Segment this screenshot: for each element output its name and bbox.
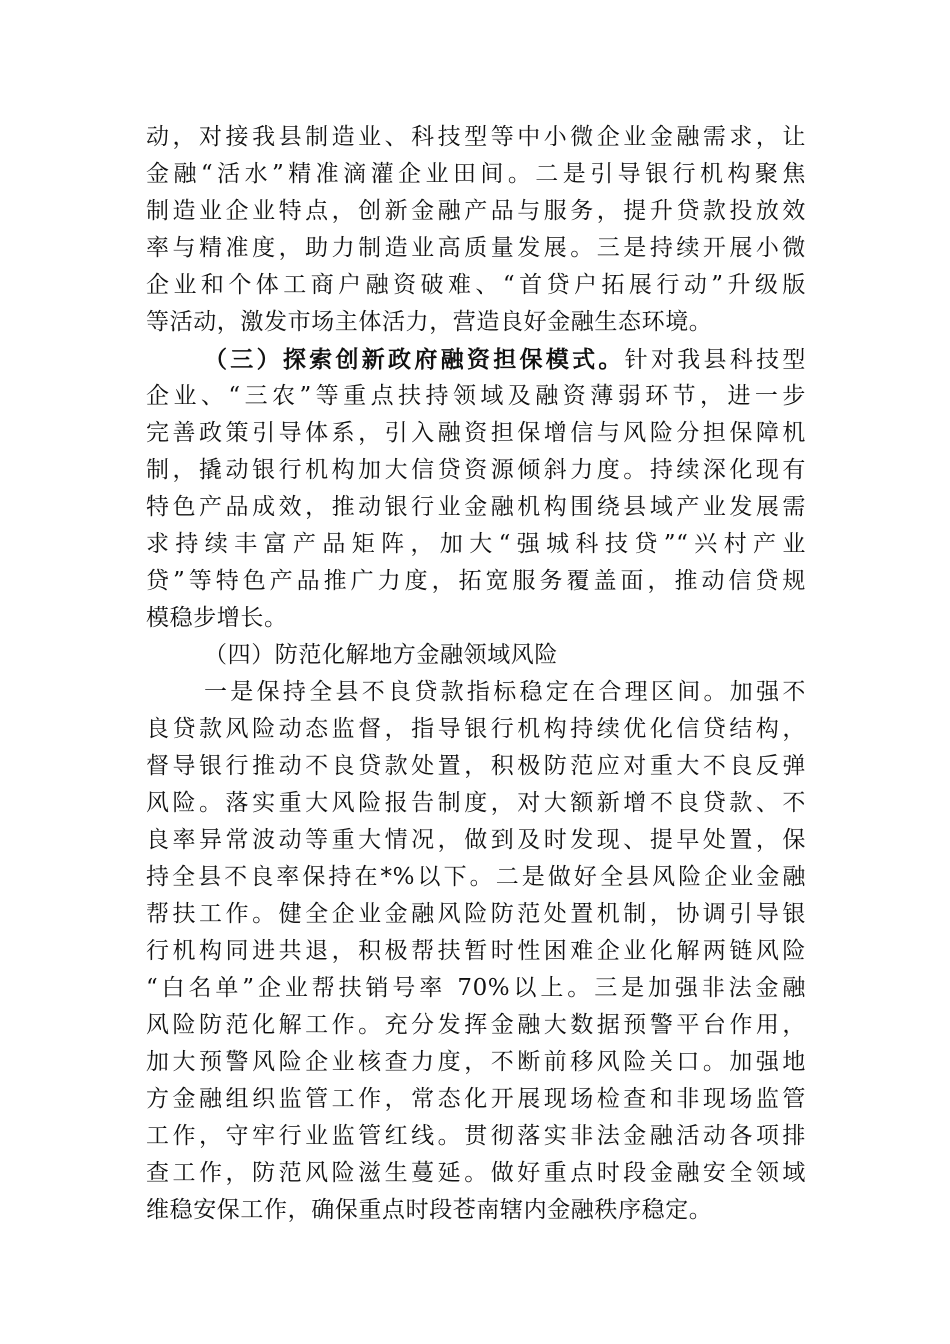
text-line <box>146 341 806 378</box>
text-line: 加大预警风险企业核查力度，不断前移风险关口。加强地 <box>146 1049 806 1075</box>
text-line: 良贷款风险动态监督，指导银行机构持续优化信贷结构， <box>146 716 806 742</box>
document-page <box>146 119 806 1229</box>
text-line: 风险防范化解工作。充分发挥金融大数据预警平台作用， <box>146 1012 806 1038</box>
text-line: 贷”等特色产品推广力度，拓宽服务覆盖面，推动信贷规 <box>146 568 806 594</box>
text-line: 维稳安保工作，确保重点时段苍南辖内金融秩序稳定。 <box>146 1197 713 1223</box>
text-line: 等活动，激发市场主体活力，营造良好金融生态环境。 <box>146 309 713 335</box>
text-line: 一是保持全县不良贷款指标稳定在合理区间。加强不 <box>204 679 806 705</box>
text-line: 查工作，防范风险滋生蔓延。做好重点时段金融安全领域 <box>146 1160 806 1186</box>
text-run: 针对我县科技型 <box>624 347 806 373</box>
paragraph-1 <box>146 119 806 341</box>
text-line: 求持续丰富产品矩阵，加大“强城科技贷”“兴村产业 <box>146 531 806 557</box>
text-line: 金融“活水”精准滴灌企业田间。二是引导银行机构聚焦 <box>146 161 806 187</box>
paragraph-2 <box>146 341 806 637</box>
text-line: 制造业企业特点，创新金融产品与服务，提升贷款投放效 <box>146 198 806 224</box>
text-line: 制，撬动银行机构加大信贷资源倾斜力度。持续深化现有 <box>146 457 806 483</box>
text-line: 帮扶工作。健全企业金融风险防范处置机制，协调引导银 <box>146 901 806 927</box>
text-line: 企业和个体工商户融资破难、“首贷户拓展行动”升级版 <box>146 272 806 298</box>
text-line: 率与精准度，助力制造业高质量发展。三是持续开展小微 <box>146 235 806 261</box>
section-heading-3: （三）探索创新政府融资担保模式。 <box>204 346 625 373</box>
paragraph-3 <box>146 674 806 1229</box>
text-line: 方金融组织监管工作，常态化开展现场检查和非现场监管 <box>146 1086 806 1112</box>
text-line: 持全县不良率保持在*%以下。二是做好全县风险企业金融 <box>146 864 806 890</box>
text-line: 特色产品成效，推动银行业金融机构围绕县域产业发展需 <box>146 494 806 520</box>
section-heading-4: （四）防范化解地方金融领域风险 <box>204 642 558 668</box>
text-line: 模稳步增长。 <box>146 605 288 631</box>
text-line: 动，对接我县制造业、科技型等中小微企业金融需求，让 <box>146 124 806 150</box>
text-line: 良率异常波动等重大情况，做到及时发现、提早处置，保 <box>146 827 806 853</box>
text-line: 完善政策引导体系，引入融资担保增信与风险分担保障机 <box>146 420 806 446</box>
text-line: 风险。落实重大风险报告制度，对大额新增不良贷款、不 <box>146 790 806 816</box>
text-line: 工作，守牢行业监管红线。贯彻落实非法金融活动各项排 <box>146 1123 806 1149</box>
text-line: 企业、“三农”等重点扶持领域及融资薄弱环节，进一步 <box>146 383 806 409</box>
text-line: “白名单”企业帮扶销号率 70%以上。三是加强非法金融 <box>146 975 806 1001</box>
text-line: 督导银行推动不良贷款处置，积极防范应对重大不良反弹 <box>146 753 806 779</box>
text-line: 行机构同进共退，积极帮扶暂时性困难企业化解两链风险 <box>146 938 806 964</box>
